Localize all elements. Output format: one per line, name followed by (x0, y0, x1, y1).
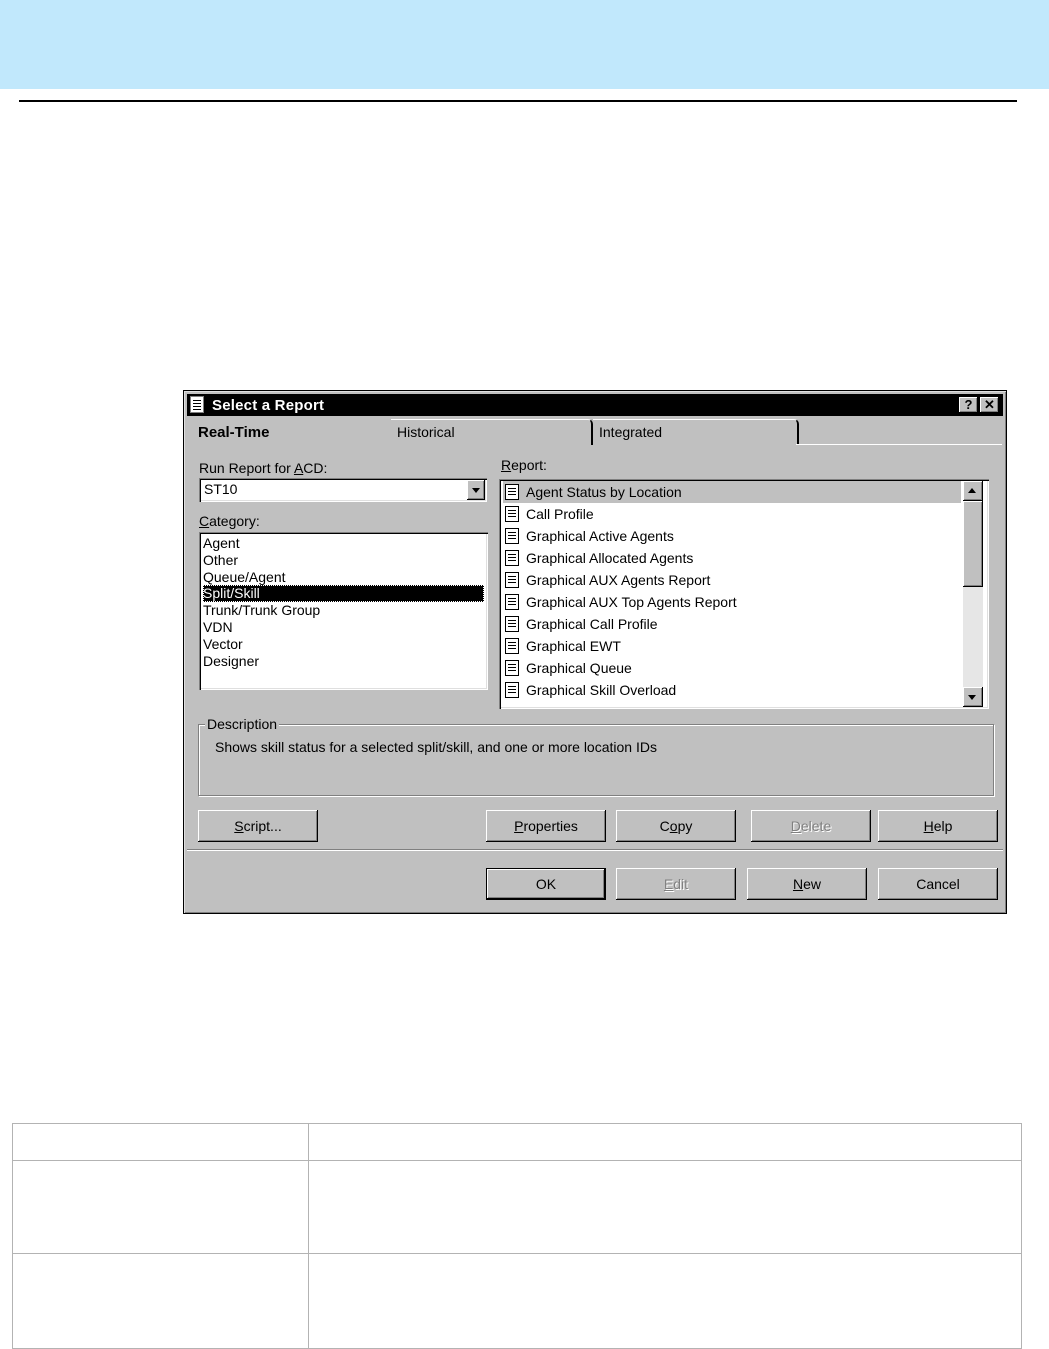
tab-label: Historical (397, 424, 455, 440)
report-item[interactable] (503, 547, 961, 569)
report-item[interactable] (503, 591, 961, 613)
description-group (198, 716, 994, 796)
category-item-other[interactable]: Other (203, 552, 239, 568)
report-item-label: Graphical Queue (526, 660, 632, 676)
report-item[interactable] (503, 613, 961, 635)
table-cell (13, 1124, 309, 1161)
edit-button[interactable]: Edit (616, 868, 736, 900)
category-item-designer[interactable]: Designer (203, 653, 260, 669)
copy-button[interactable]: Copy (616, 810, 736, 842)
category-item-split-skill[interactable]: Split/Skill (203, 585, 484, 602)
document-icon (505, 594, 519, 610)
page-header-band (0, 0, 1049, 89)
category-item-vector[interactable]: Vector (203, 636, 243, 652)
report-item[interactable] (503, 569, 961, 591)
report-item[interactable] (503, 503, 961, 525)
tab-real-time[interactable] (189, 419, 393, 445)
report-item-label: Graphical AUX Agents Report (526, 572, 711, 588)
document-icon (505, 550, 519, 566)
close-icon[interactable]: ✕ (980, 397, 999, 413)
scroll-thumb[interactable] (963, 501, 983, 587)
report-item-label: Call Profile (526, 506, 594, 522)
header-rule (19, 100, 1017, 102)
report-item-label: Graphical Call Profile (526, 616, 658, 632)
table-row (13, 1124, 1022, 1161)
tab-strip-edge (796, 444, 1002, 445)
category-item-trunk-group[interactable]: Trunk/Trunk Group (203, 602, 321, 618)
report-app-icon (190, 396, 204, 413)
report-item[interactable] (503, 481, 961, 503)
tab-label: Real-Time (198, 424, 270, 441)
table-cell (309, 1124, 1022, 1161)
acd-combobox[interactable] (199, 478, 487, 502)
acd-label: Run Report for ACD: (199, 460, 328, 476)
report-item[interactable] (503, 657, 961, 679)
scroll-down-button[interactable] (963, 687, 983, 707)
tab-label: Integrated (599, 424, 663, 440)
report-item[interactable] (503, 635, 961, 657)
scroll-up-button[interactable] (963, 481, 983, 501)
new-button[interactable]: New (747, 868, 867, 900)
document-icon (505, 484, 519, 500)
table-cell (13, 1254, 309, 1349)
dialog-title: Select a Report (212, 397, 325, 414)
help-titlebar-button[interactable]: ? (959, 397, 978, 413)
document-icon (505, 528, 519, 544)
category-item-agent[interactable]: Agent (203, 535, 240, 551)
button-separator (187, 849, 1003, 851)
chevron-up-icon (968, 488, 976, 493)
report-item-label: Agent Status by Location (526, 484, 682, 500)
tab-integrated[interactable] (593, 419, 799, 445)
acd-value: ST10 (204, 481, 238, 497)
report-item-label: Graphical Skill Overload (526, 682, 677, 698)
properties-button[interactable]: Properties (486, 810, 606, 842)
description-text: Shows skill status for a selected split/skill, and one or more location IDs (215, 739, 657, 755)
dialog-titlebar[interactable] (187, 394, 1003, 416)
report-item-label: Graphical Allocated Agents (526, 550, 694, 566)
combo-dropdown-button[interactable] (467, 480, 485, 500)
report-list[interactable] (499, 479, 989, 709)
report-item[interactable] (503, 525, 961, 547)
chevron-down-icon (472, 488, 480, 493)
description-legend: Description (207, 716, 278, 732)
document-icon (505, 682, 519, 698)
select-report-dialog (183, 390, 1007, 914)
report-item[interactable] (503, 679, 961, 701)
table-cell (13, 1161, 309, 1254)
document-icon (505, 660, 519, 676)
ok-button[interactable]: OK (486, 868, 606, 900)
document-icon (505, 506, 519, 522)
report-item-label: Graphical EWT (526, 638, 621, 654)
tab-historical[interactable] (391, 419, 593, 445)
category-list[interactable] (199, 532, 488, 690)
table-cell (309, 1254, 1022, 1349)
cancel-button[interactable]: Cancel (878, 868, 998, 900)
table-row (13, 1254, 1022, 1349)
table-cell (309, 1161, 1022, 1254)
table-row (13, 1161, 1022, 1254)
document-icon (505, 638, 519, 654)
category-item-queue-agent[interactable]: Queue/Agent (203, 569, 286, 585)
delete-button[interactable]: Delete (751, 810, 871, 842)
document-table (12, 1123, 1022, 1349)
report-item-label: Graphical Active Agents (526, 528, 674, 544)
category-label: Category: (199, 513, 260, 529)
category-item-vdn[interactable]: VDN (203, 619, 233, 635)
report-list-scrollbar[interactable] (963, 481, 983, 707)
report-item-label: Graphical AUX Top Agents Report (526, 594, 737, 610)
help-button[interactable]: Help (878, 810, 998, 842)
script-button[interactable]: Script... (198, 810, 318, 842)
chevron-down-icon (968, 695, 976, 700)
document-icon (505, 616, 519, 632)
report-label: Report: (501, 457, 547, 473)
document-icon (505, 572, 519, 588)
